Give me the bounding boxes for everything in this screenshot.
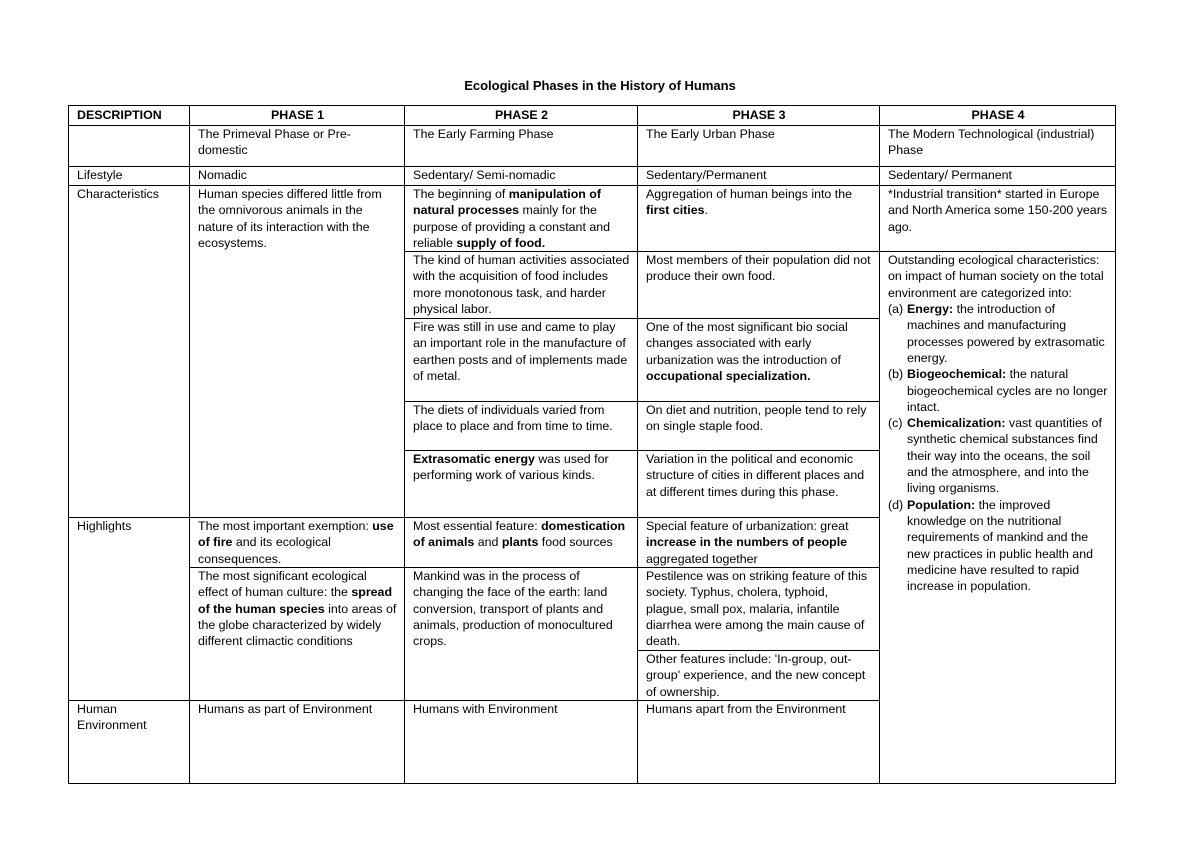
item-label: (c) <box>888 416 903 431</box>
text-part: was used for performing work of various kinds. <box>413 452 609 483</box>
characteristics-row-1 <box>69 186 1116 252</box>
human-environment-phase-1: Humans as part of Environment <box>190 701 405 783</box>
text-part: food sources <box>538 535 613 550</box>
characteristics-phase-2-cell-1 <box>405 186 638 252</box>
header-phase-1: PHASE 1 <box>190 106 405 126</box>
item-term: Chemicalization: <box>907 416 1006 431</box>
item-text: vast quantities of synthetic chemical substances find their way into the oceans, the soil and the atmosphere, and into the living organisms. <box>907 416 1102 496</box>
characteristics-phase-2-cell-3: Fire was still in use and came to play an important role in the manufacture of earthen posts and of implements made of metal. <box>405 319 638 402</box>
item-label: (b) <box>888 367 904 382</box>
characteristics-phase-3-cell-5: Variation in the political and economic structure of cities in different places and at different times during this phase. <box>638 451 880 518</box>
characteristics-phase-3-cell-2: Most members of their population did not produce their own food. <box>638 252 880 319</box>
lifestyle-row <box>69 167 1116 186</box>
text-part: Special feature of urbanization: great <box>646 519 849 534</box>
bold-text: spread of the human species <box>198 585 393 616</box>
bold-text: domestication of animals <box>413 519 626 550</box>
item-term: Population: <box>907 497 976 512</box>
characteristics-phase-2-cell-2: The kind of human activities associated with the acquisition of food includes more monotonous task, and harder physical labor. <box>405 252 638 319</box>
phase-3-name: The Early Urban Phase <box>638 126 880 167</box>
phase-2-name: The Early Farming Phase <box>405 126 638 167</box>
text-part: mainly for the purpose of providing a constant and reliable <box>413 203 611 250</box>
highlights-phase-3-cell-2: Pestilence was on striking feature of this society. Typhus, cholera, typhoid, plague, small pox, malaria, infantile diarrhea were among the main cause of death. <box>638 568 880 651</box>
item-text: the improved knowledge on the nutritional requirements of mankind and the new practices in public health and medicine have resulted to rapid increase in population. <box>907 497 1093 594</box>
characteristics-phase-2-cell-5 <box>405 451 638 518</box>
header-description: DESCRIPTION <box>69 106 190 126</box>
text-part: Aggregation of human beings into the <box>646 187 852 201</box>
phase-4-item <box>888 497 1108 595</box>
characteristics-phase-4-cell-2 <box>880 252 1116 783</box>
phase-4-item <box>888 301 1108 366</box>
bold-text: Extrasomatic energy <box>413 452 535 467</box>
characteristics-phase-4-cell-1: *Industrial transition* started in Europe and North America some 150-200 years ago. <box>880 186 1116 252</box>
text-part: aggregated together <box>646 551 758 566</box>
phase-1-name: The Primeval Phase or Pre-domestic <box>190 126 405 167</box>
bold-text: supply of food. <box>456 235 546 250</box>
lifestyle-phase-2: Sedentary/ Semi-nomadic <box>405 167 638 186</box>
characteristics-label: Characteristics <box>69 186 190 518</box>
header-phase-2: PHASE 2 <box>405 106 638 126</box>
lifestyle-label: Lifestyle <box>69 167 190 186</box>
highlights-phase-1-cell-1 <box>190 518 405 568</box>
lifestyle-phase-1: Nomadic <box>190 167 405 186</box>
item-term: Energy: <box>907 302 954 317</box>
characteristics-phase-1: Human species differed little from the omnivorous animals in the nature of its interaction with the ecosystems. <box>190 186 405 518</box>
characteristics-phase-2-cell-4: The diets of individuals varied from place to place and from time to time. <box>405 402 638 451</box>
text-part: One of the most significant bio social changes associated with early urbanization was the introduction of <box>646 320 848 367</box>
highlights-phase-3-cell-3: Other features include: 'In-group, out-group' experience, and the new concept of ownership. <box>638 651 880 701</box>
item-text: the introduction of machines and manufacturing processes powered by extrasomatic energy. <box>907 302 1105 365</box>
text-part: The beginning of <box>413 187 509 201</box>
human-environment-phase-3: Humans apart from the Environment <box>638 701 880 783</box>
item-label: (a) <box>888 302 904 317</box>
item-label: (d) <box>888 497 904 512</box>
item-text: the natural biogeochemical cycles are no longer intact. <box>907 367 1108 414</box>
phase-4-intro: Outstanding ecological characteristics: on impact of human society on the total environment are categorized into: <box>888 253 1104 300</box>
text-part: Most essential feature: <box>413 519 542 534</box>
lifestyle-phase-3: Sedentary/Permanent <box>638 167 880 186</box>
text-part: . <box>704 203 708 218</box>
text-part: and its ecological consequences. <box>198 535 331 566</box>
characteristics-phase-3-cell-4: On diet and nutrition, people tend to rely on single staple food. <box>638 402 880 451</box>
text-part: into areas of the globe characterized by widely different climactic conditions <box>198 601 397 649</box>
phase-4-item <box>888 415 1108 496</box>
phases-table <box>68 105 1116 784</box>
phase-names-label <box>69 126 190 167</box>
text-part: The most significant ecological effect of human culture: the <box>198 569 367 600</box>
text-part: and <box>474 535 502 550</box>
highlights-phase-2-cell-2: Mankind was in the process of changing the face of the earth: land conversion, transport of plants and animals, production of monocultured crops. <box>405 568 638 701</box>
human-environment-phase-2: Humans with Environment <box>405 701 638 783</box>
phase-4-item <box>888 366 1108 415</box>
characteristics-phase-3-cell-3 <box>638 319 880 402</box>
text-part: The most important exemption: <box>198 519 373 534</box>
bold-text: plants <box>501 535 539 550</box>
item-term: Biogeochemical: <box>907 367 1007 382</box>
bold-text: manipulation of natural processes <box>413 187 601 218</box>
highlights-label: Highlights <box>69 518 190 701</box>
header-row <box>69 106 1116 126</box>
header-phase-4: PHASE 4 <box>880 106 1116 126</box>
bold-text: increase in the numbers of people <box>646 535 848 550</box>
bold-text: first cities <box>646 203 705 218</box>
highlights-phase-1-cell-2 <box>190 568 405 701</box>
bold-text: occupational specialization. <box>646 369 811 384</box>
lifestyle-phase-4: Sedentary/ Permanent <box>880 167 1116 186</box>
characteristics-phase-3-cell-1 <box>638 186 880 252</box>
phase-names-row <box>69 126 1116 167</box>
bold-text: use of fire <box>198 519 394 550</box>
page-title: Ecological Phases in the History of Humans <box>464 78 736 93</box>
header-phase-3: PHASE 3 <box>638 106 880 126</box>
human-environment-label: Human Environment <box>69 701 190 783</box>
highlights-phase-2-cell-1 <box>405 518 638 568</box>
highlights-phase-3-cell-1 <box>638 518 880 568</box>
phase-4-item-list <box>888 301 1108 594</box>
phase-4-name: The Modern Technological (industrial) Phase <box>880 126 1116 167</box>
